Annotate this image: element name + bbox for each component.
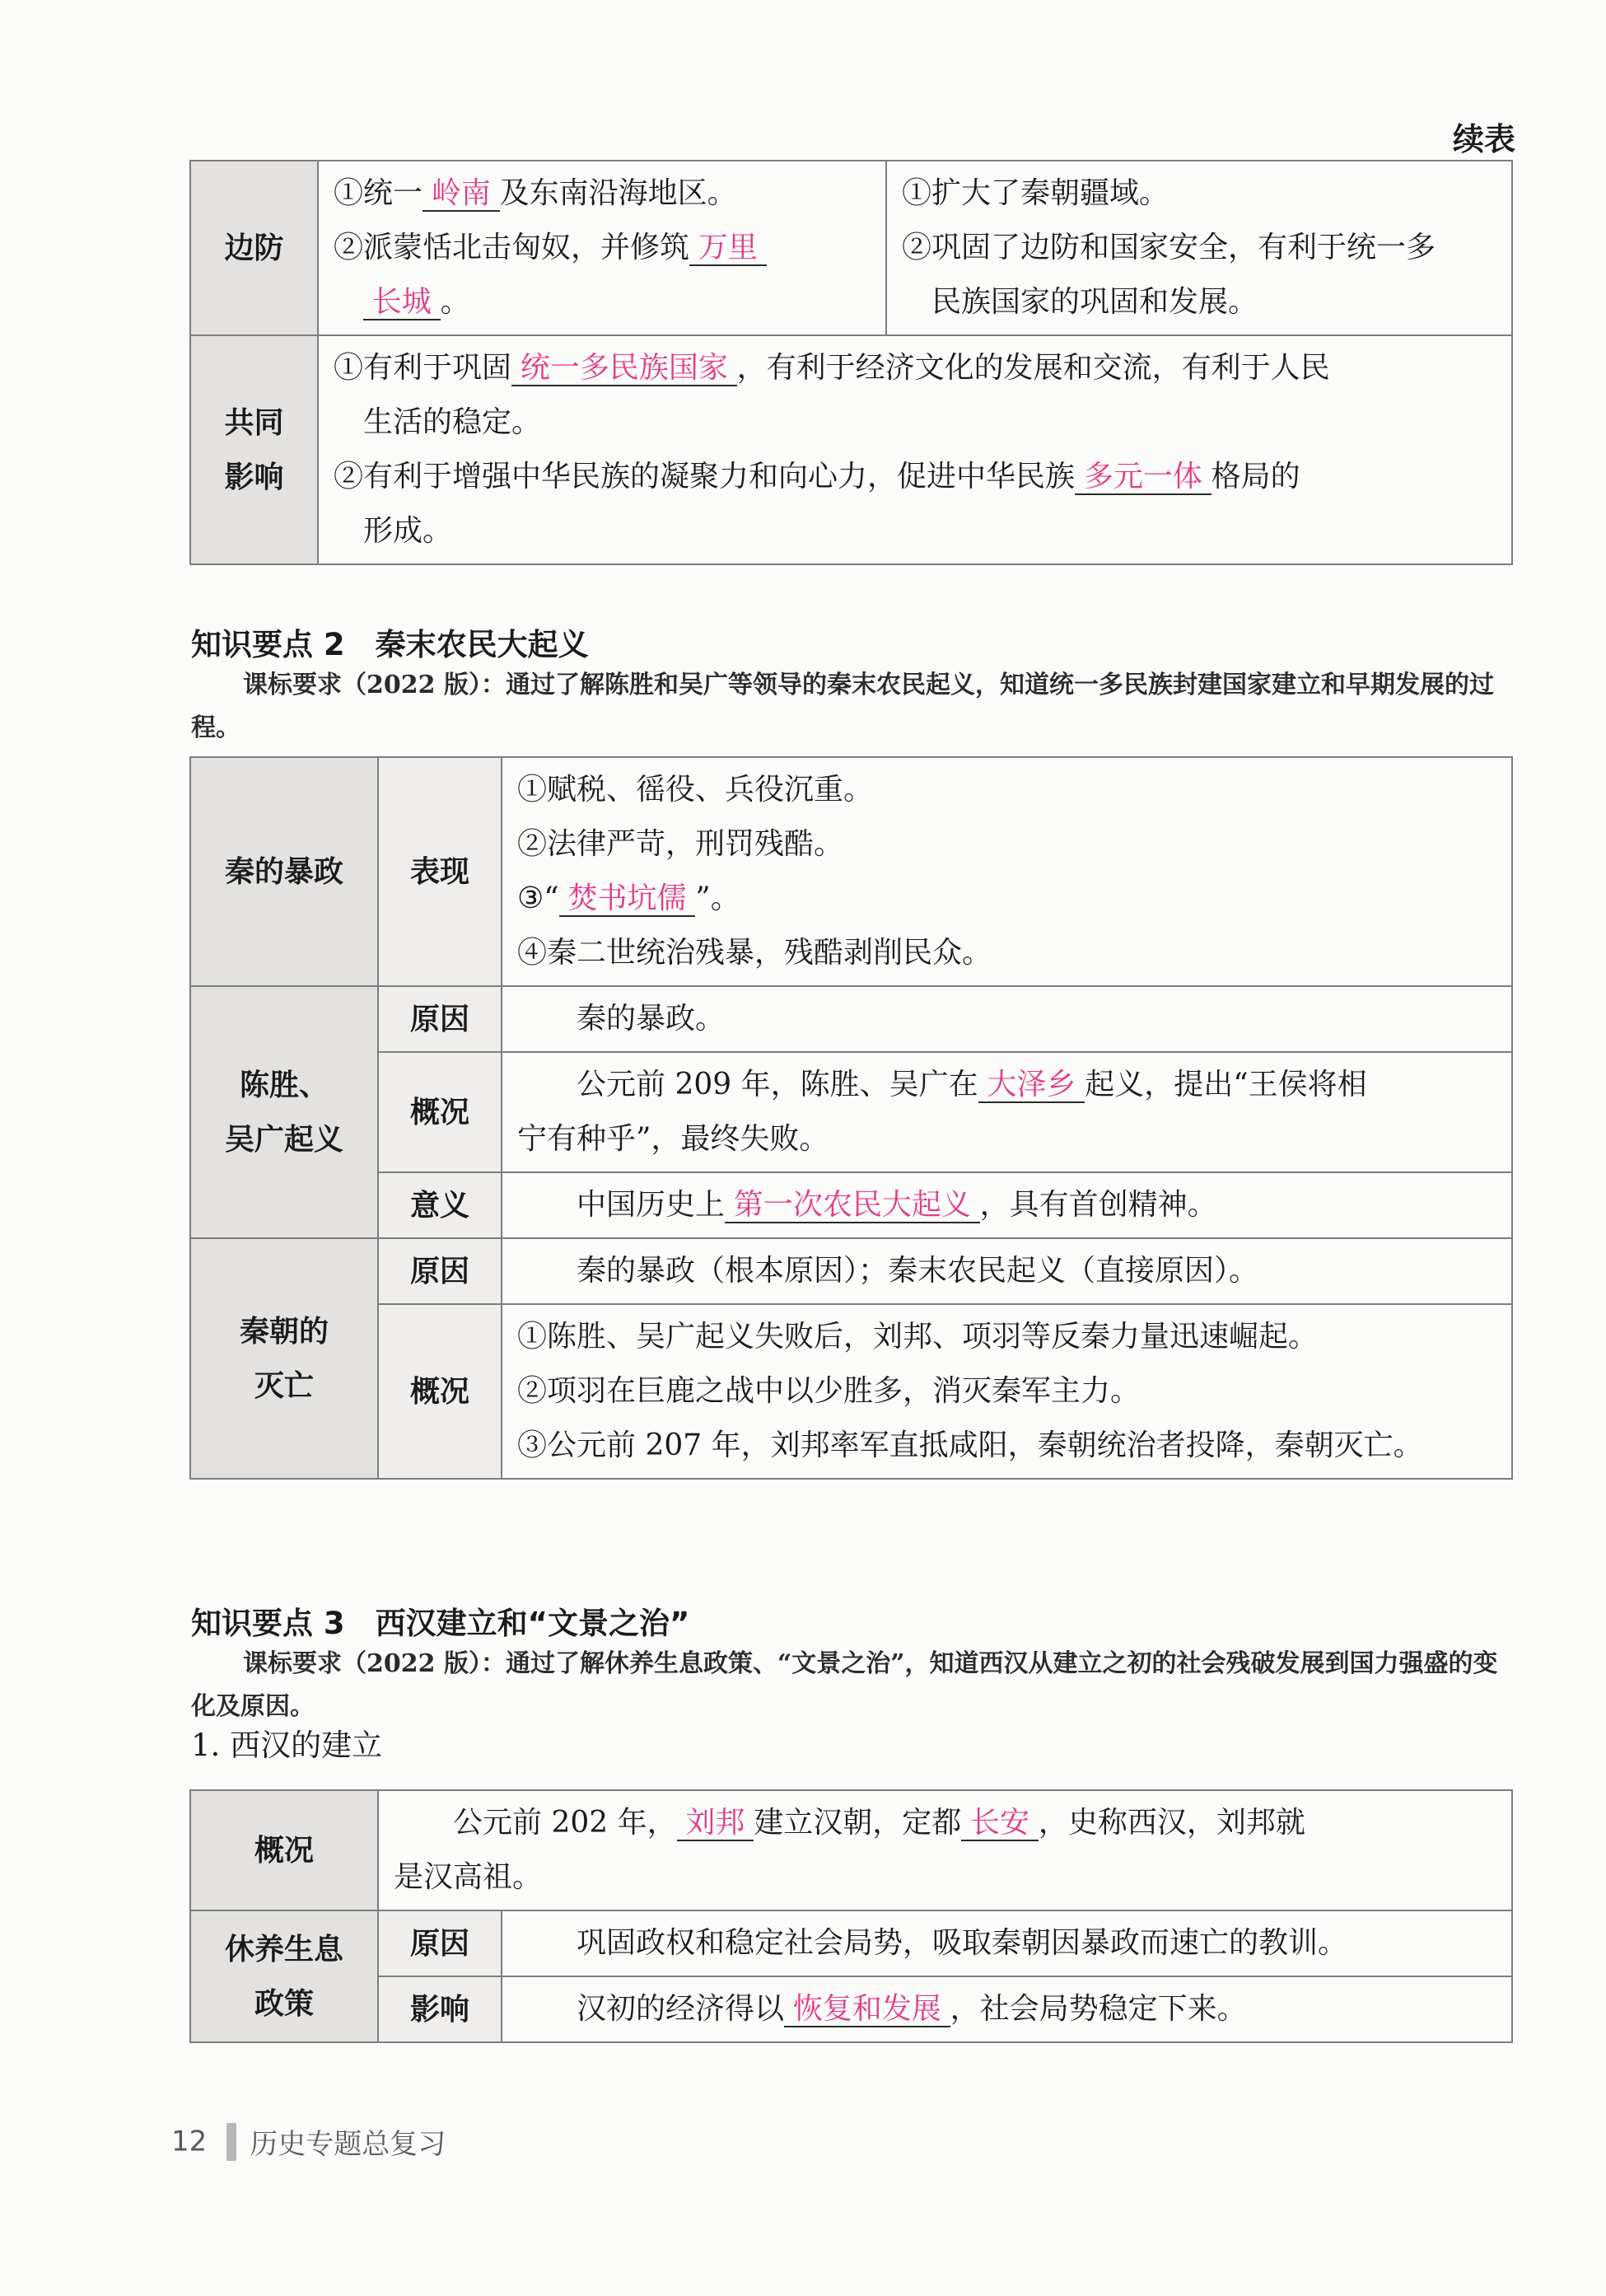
category-common-impact xyxy=(190,335,318,564)
table-row-fall-overview xyxy=(190,1304,1512,1479)
text: 政策 xyxy=(254,1986,314,2021)
section-heading-2: 知识要点 2 秦末农民大起义 xyxy=(191,627,589,662)
text: ①扩大了秦朝疆域。 xyxy=(902,176,1169,210)
sub-label-cause: 原因 xyxy=(378,986,502,1052)
text: 生活的稳定。 xyxy=(363,405,542,439)
text: 民族国家的巩固和发展。 xyxy=(931,285,1258,319)
text: 宁有种乎”，最终失败。 xyxy=(517,1122,829,1156)
table-row-han-overview xyxy=(190,1790,1512,1910)
answer-text: 长安 xyxy=(970,1806,1030,1840)
table-row-common-impact xyxy=(190,335,1512,564)
fall-cause: 秦的暴政（根本原因）；秦末农民起义（直接原因）。 xyxy=(502,1238,1512,1304)
table-row-border-defense xyxy=(190,161,1512,335)
border-defense-effects xyxy=(886,161,1512,335)
category-overview: 概况 xyxy=(190,1790,378,1910)
uprising-meaning xyxy=(502,1172,1512,1238)
text: 及东南沿海地区。 xyxy=(499,176,737,210)
text: 秦朝的 xyxy=(239,1314,329,1349)
text: 起义，提出“王侯将相 xyxy=(1085,1068,1367,1101)
answer-text: 恢复和发展 xyxy=(792,1992,941,2026)
table-row-policy-effect xyxy=(190,1976,1512,2042)
text: ②法律严苛，刑罚残酷。 xyxy=(517,827,844,861)
text: ①赋税、徭役、兵役沉重。 xyxy=(517,773,874,807)
sub-label-cause: 原因 xyxy=(378,1238,502,1304)
answer-text: 第一次农民大起义 xyxy=(733,1188,971,1222)
text: ，具有首创精神。 xyxy=(979,1188,1217,1222)
text: 。 xyxy=(440,285,470,319)
text: 形成。 xyxy=(363,514,453,548)
sub-label-manifestation: 表现 xyxy=(378,757,502,986)
text: 灭亡 xyxy=(254,1368,314,1403)
western-han-table xyxy=(189,1789,1513,2043)
category-border-defense: 边防 xyxy=(190,161,318,335)
sub-heading: 1. 西汉的建立 xyxy=(191,1728,383,1763)
text: ，社会局势稳定下来。 xyxy=(950,1992,1247,2026)
section-heading-3: 知识要点 3 西汉建立和“文景之治” xyxy=(191,1606,690,1641)
divider-bar xyxy=(226,2123,236,2161)
text: ③“ xyxy=(517,881,559,915)
uprising-cause: 秦的暴政。 xyxy=(502,986,1512,1052)
text: ①陈胜、吴广起义失败后，刘邦、项羽等反秦力量迅速崛起。 xyxy=(517,1320,1319,1354)
table-row-policy-cause xyxy=(190,1910,1512,1976)
answer-text: 岭南 xyxy=(431,176,491,210)
answer-text: 焚书坑儒 xyxy=(567,881,687,915)
answer-text: 万里 xyxy=(698,231,758,264)
text: 陈胜、 xyxy=(239,1068,329,1102)
text: ①统一 xyxy=(334,176,423,210)
text: 公元前 209 年，陈胜、吴广在 xyxy=(577,1068,978,1101)
text: ④秦二世统治残暴，残酷剥削民众。 xyxy=(517,936,992,970)
category-recuperation-policy xyxy=(190,1910,378,2042)
text: 建立汉朝，定都 xyxy=(754,1806,962,1840)
answer-text: 刘邦 xyxy=(685,1806,745,1840)
table-row-uprising-meaning xyxy=(190,1172,1512,1238)
text: 格局的 xyxy=(1211,460,1300,493)
sub-label-overview: 概况 xyxy=(378,1304,502,1479)
answer-text: 大泽乡 xyxy=(987,1068,1076,1101)
continued-label: 续表 xyxy=(1452,120,1515,157)
page-number: 12 xyxy=(171,2125,208,2158)
text: 是汉高祖。 xyxy=(394,1860,543,1894)
fall-overview xyxy=(502,1304,1512,1479)
category-qin-tyranny: 秦的暴政 xyxy=(190,757,378,986)
text: 共同 xyxy=(224,405,284,440)
text: ，史称西汉，刘邦就 xyxy=(1038,1806,1305,1840)
sub-label-cause: 原因 xyxy=(378,1910,502,1976)
text: 汉初的经济得以 xyxy=(577,1992,785,2026)
policy-cause: 巩固政权和稳定社会局势，吸取秦朝因暴政而速亡的教训。 xyxy=(502,1910,1512,1976)
text: ，有利于经济文化的发展和交流，有利于人民 xyxy=(736,351,1330,385)
sub-label-overview: 概况 xyxy=(378,1052,502,1172)
text: ③公元前 207 年，刘邦率军直抵咸阳，秦朝统治者投降，秦朝灭亡。 xyxy=(517,1429,1423,1462)
curriculum-requirement-3: 课标要求（2022 版）：通过了解休养生息政策、“文景之治”，知道西汉从建立之初的社会残破发展到国力强盛的变化及原因。 xyxy=(191,1649,1498,1721)
category-chen-wu-uprising xyxy=(190,986,378,1238)
text: ②巩固了边防和国家安全，有利于统一多 xyxy=(902,231,1436,264)
common-impact-text xyxy=(318,335,1512,564)
sub-label-effect: 影响 xyxy=(378,1976,502,2042)
qin-uprising-table xyxy=(189,756,1513,1480)
table-row-uprising-cause xyxy=(190,986,1512,1052)
answer-text: 统一多民族国家 xyxy=(520,351,728,385)
sub-label-meaning: 意义 xyxy=(378,1172,502,1238)
page-footer xyxy=(171,2121,446,2162)
han-overview xyxy=(378,1790,1512,1910)
answer-text: 多元一体 xyxy=(1083,460,1202,493)
continued-table xyxy=(189,160,1513,565)
text: 影响 xyxy=(224,460,284,494)
category-fall-of-qin xyxy=(190,1238,378,1479)
text: 吴广起义 xyxy=(224,1122,343,1157)
table-row-tyranny xyxy=(190,757,1512,986)
border-defense-measures xyxy=(318,161,886,335)
text: ”。 xyxy=(695,881,740,915)
text: ②项羽在巨鹿之战中以少胜多，消灭秦军主力。 xyxy=(517,1374,1141,1408)
curriculum-requirement-2: 课标要求（2022 版）：通过了解陈胜和吴广等领导的秦末农民起义，知道统一多民族封建国家建立和早期发展的过程。 xyxy=(191,671,1494,742)
book-title: 历史专题总复习 xyxy=(250,2128,446,2161)
tyranny-list xyxy=(502,757,1512,986)
text: ①有利于巩固 xyxy=(334,351,512,385)
text: ②有利于增强中华民族的凝聚力和向心力，促进中华民族 xyxy=(334,460,1076,493)
table-row-uprising-overview xyxy=(190,1052,1512,1172)
text: 休养生息 xyxy=(224,1932,343,1966)
table-row-fall-cause xyxy=(190,1238,1512,1304)
text: 公元前 202 年， xyxy=(453,1806,677,1840)
text: 中国历史上 xyxy=(577,1188,726,1222)
text: ②派蒙恬北击匈奴，并修筑 xyxy=(334,231,690,264)
policy-effect xyxy=(502,1976,1512,2042)
answer-text: 长城 xyxy=(371,285,432,319)
uprising-overview xyxy=(502,1052,1512,1172)
